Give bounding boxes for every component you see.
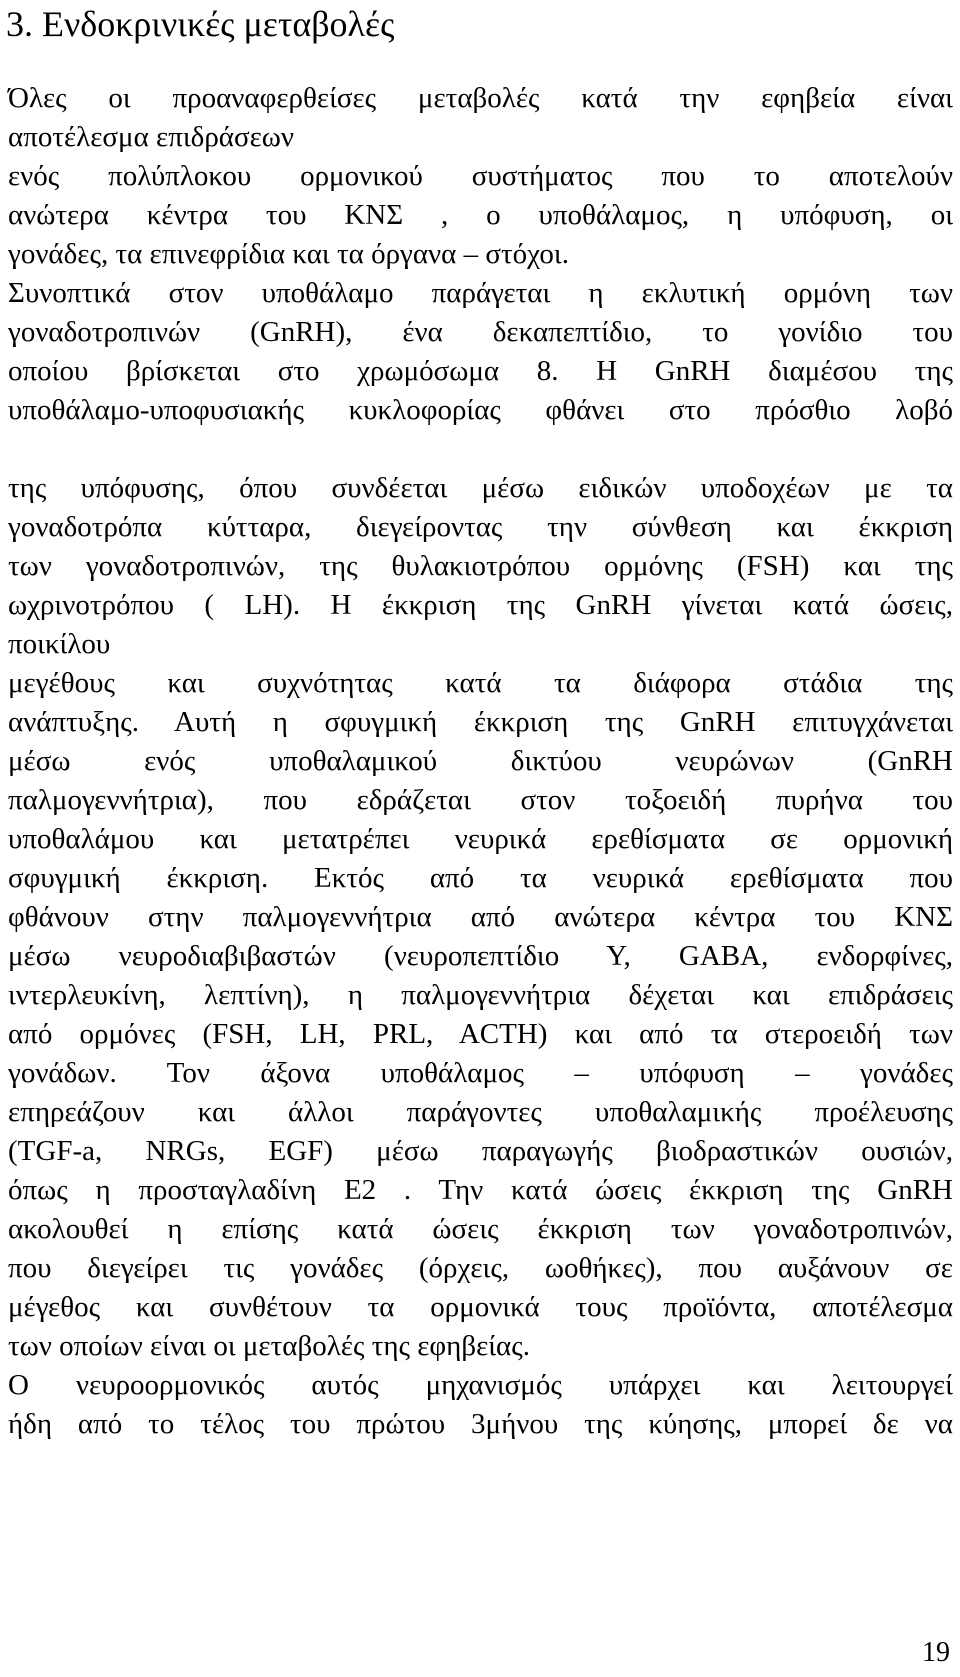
text-line: ιντερλευκίνη, λεπτίνη), η παλμογεννήτρια δέχεται και επιδράσεις [8, 979, 953, 1011]
text-line: μέγεθος και συνθέτουν τα ορμονικά τους προϊόντα, αποτέλεσμα [8, 1291, 953, 1323]
text-line: από ορμόνες (FSH, LH, PRL, ACTH) και από τα στεροειδή των [8, 1018, 953, 1050]
text-line: ανάπτυξης. Αυτή η σφυγμική έκκριση της GnRH επιτυγχάνεται [8, 706, 953, 738]
text-line: ήδη από το τέλος του πρώτου 3μήνου της κύησης, μπορεί δε να [8, 1408, 953, 1440]
text-line: Όλες οι προαναφερθείσες μεταβολές κατά την εφηβεία είναι [8, 82, 953, 114]
text-line: σφυγμική έκκριση. Εκτός από τα νευρικά ερεθίσματα που [8, 862, 953, 894]
text-line: αποτέλεσμα επιδράσεων [8, 121, 294, 153]
text-line: ωχρινοτρόπου ( LH). Η έκκριση της GnRH γίνεται κατά ώσεις, [8, 589, 953, 621]
text-line: (TGF-a, NRGs, EGF) μέσω παραγωγής βιοδραστικών ουσιών, [8, 1135, 953, 1167]
text-line: Συνοπτικά στον υποθάλαμο παράγεται η εκλυτική ορμόνη των [8, 277, 953, 309]
text-line: φθάνουν στην παλμογεννήτρια από ανώτερα κέντρα του ΚΝΣ [8, 901, 953, 933]
text-line: ποικίλου [8, 628, 111, 660]
text-line: παλμογεννήτρια), που εδράζεται στον τοξοειδή πυρήνα του [8, 784, 953, 816]
text-line: της υπόφυσης, όπου συνδέεται μέσω ειδικών υποδοχέων με τα [8, 472, 953, 504]
text-line: γοναδοτροπινών (GnRH), ένα δεκαπεπτίδιο, το γονίδιο του [8, 316, 953, 348]
text-line: οποίου βρίσκεται στο χρωμόσωμα 8. Η GnRH διαμέσου της [8, 355, 953, 387]
text-line: που διεγείρει τις γονάδες (όρχεις, ωοθήκες), που αυξάνουν σε [8, 1252, 953, 1284]
text-line: μέσω νευροδιαβιβαστών (νευροπεπτίδιο Υ, GABA, ενδορφίνες, [8, 940, 953, 972]
section-heading: 3. Ενδοκρινικές μεταβολές [6, 4, 395, 44]
text-line: των γοναδοτροπινών, της θυλακιοτρόπου ορμόνης (FSH) και της [8, 550, 953, 582]
text-line: γονάδων. Τον άξονα υποθάλαμος – υπόφυση – γονάδες [8, 1057, 953, 1089]
text-line: μεγέθους και συχνότητας κατά τα διάφορα στάδια της [8, 667, 953, 699]
text-line: μέσω ενός υποθαλαμικού δικτύου νευρώνων (GnRH [8, 745, 953, 777]
text-line: Ο νευροορμονικός αυτός μηχανισμός υπάρχει και λειτουργεί [8, 1369, 953, 1401]
text-line: όπως η προσταγλαδίνη Ε2 . Την κατά ώσεις έκκριση της GnRH [8, 1174, 953, 1206]
text-line: των οποίων είναι οι μεταβολές της εφηβείας. [8, 1330, 530, 1362]
text-line: υποθαλάμου και μετατρέπει νευρικά ερεθίσματα σε ορμονική [8, 823, 953, 855]
text-line: ανώτερα κέντρα του ΚΝΣ , ο υποθάλαμος, η υπόφυση, οι [8, 199, 953, 231]
text-line: ενός πολύπλοκου ορμονικού συστήματος που το αποτελούν [8, 160, 953, 192]
text-line: υποθάλαμο-υποφυσιακής κυκλοφορίας φθάνει στο πρόσθιο λοβό [8, 394, 953, 426]
page-number: 19 [922, 1637, 950, 1668]
text-line: γοναδοτρόπα κύτταρα, διεγείροντας την σύνθεση και έκκριση [8, 511, 953, 543]
text-line: επηρεάζουν και άλλοι παράγοντες υποθαλαμικής προέλευσης [8, 1096, 953, 1128]
text-line: ακολουθεί η επίσης κατά ώσεις έκκριση των γοναδοτροπινών, [8, 1213, 953, 1245]
text-line: γονάδες, τα επινεφρίδια και τα όργανα – στόχοι. [8, 238, 569, 270]
